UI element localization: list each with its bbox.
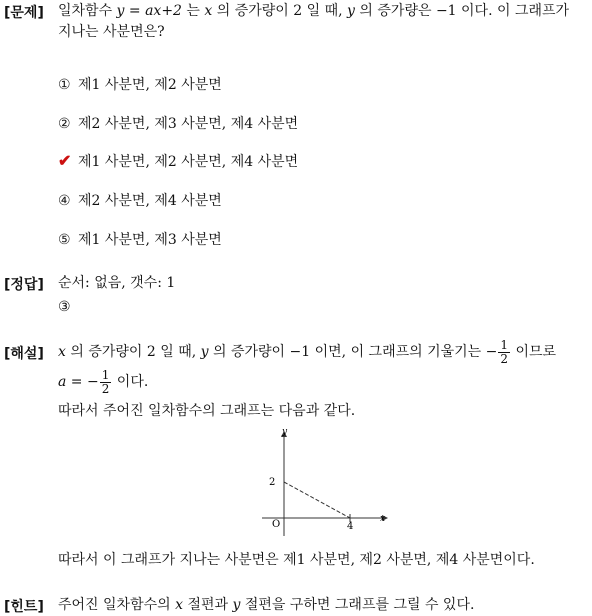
option-1[interactable] (58, 74, 222, 94)
explanation-tag: [해설] (4, 346, 44, 362)
answer-tag: [정답] (4, 277, 44, 293)
option-text: 제2 사분면, 제4 사분면 (78, 193, 222, 209)
checkmark-icon: ✔ (58, 151, 72, 170)
explanation-text: 이다. (112, 374, 149, 390)
hint-text: 주어진 일차함수의 (58, 597, 176, 613)
explanation-text: 의 증가량이 −1 이면, 이 그래프의 기울기는 − (208, 344, 498, 360)
option-2[interactable] (58, 113, 298, 133)
option-mark: ⑤ (58, 232, 71, 248)
fraction (498, 339, 510, 366)
x-intercept-label: 4 (347, 521, 354, 532)
explanation-line4: 따라서 이 그래프가 지나는 사분면은 제1 사분면, 제2 사분면, 제4 사분면이다. (58, 552, 535, 568)
y-intercept-label: 2 (269, 477, 276, 488)
option-text: 제1 사분면, 제2 사분면 (78, 77, 222, 93)
problem-text: 의 증가량은 −1 이다. 이 그래프가 (354, 3, 570, 19)
option-4[interactable] (58, 190, 222, 210)
var-x: x (175, 597, 183, 613)
fraction (100, 369, 112, 396)
answer-line2: ③ (58, 299, 71, 315)
equation: a = − (58, 374, 99, 390)
option-5[interactable] (58, 229, 222, 249)
option-mark: ④ (58, 193, 71, 209)
problem-text: 는 (181, 3, 205, 19)
var-x: x (58, 344, 66, 360)
problem-tag: [문제] (4, 5, 44, 21)
hint-text: 절편과 (183, 597, 233, 613)
denominator: 2 (101, 381, 110, 396)
equation: y = ax+2 (116, 3, 182, 19)
explanation-text: 의 증가량이 2 일 때, (65, 344, 201, 360)
x-axis-label: x (380, 514, 386, 524)
problem-statement-line2: 지나는 사분면은? (58, 24, 165, 40)
option-text: 제2 사분면, 제3 사분면, 제4 사분면 (78, 116, 299, 132)
explanation-line2 (58, 368, 148, 396)
numerator: 1 (500, 337, 509, 352)
option-mark: ② (58, 116, 71, 132)
answer-line1: 순서: 없음, 갯수: 1 (58, 275, 176, 291)
numerator: 1 (101, 367, 110, 382)
var-y: y (232, 597, 241, 613)
denominator: 2 (500, 351, 509, 366)
var-y: y (347, 3, 355, 19)
hint-line (58, 596, 474, 614)
graph-line (284, 482, 350, 518)
var-x: x (204, 3, 213, 19)
option-text: 제1 사분면, 제2 사분면, 제4 사분면 (78, 154, 299, 170)
option-mark: ① (58, 77, 71, 93)
hint-tag: [힌트] (4, 599, 44, 615)
problem-statement-line1 (58, 2, 569, 20)
option-text: 제1 사분면, 제3 사분면 (78, 232, 222, 248)
problem-text: 일차함수 (58, 3, 117, 19)
origin-label: O (272, 519, 281, 530)
explanation-line1 (58, 338, 556, 366)
explanation-line3: 따라서 주어진 일차함수의 그래프는 다음과 같다. (58, 403, 356, 419)
function-graph (252, 426, 402, 538)
explanation-text: 이므로 (511, 344, 557, 360)
y-axis-label: y (282, 427, 288, 437)
var-y: y (200, 344, 209, 360)
hint-text: 절편을 구하면 그래프를 그릴 수 있다. (240, 597, 475, 613)
problem-text: 의 증가량이 2 일 때, (212, 3, 348, 19)
option-3[interactable] (58, 151, 298, 171)
